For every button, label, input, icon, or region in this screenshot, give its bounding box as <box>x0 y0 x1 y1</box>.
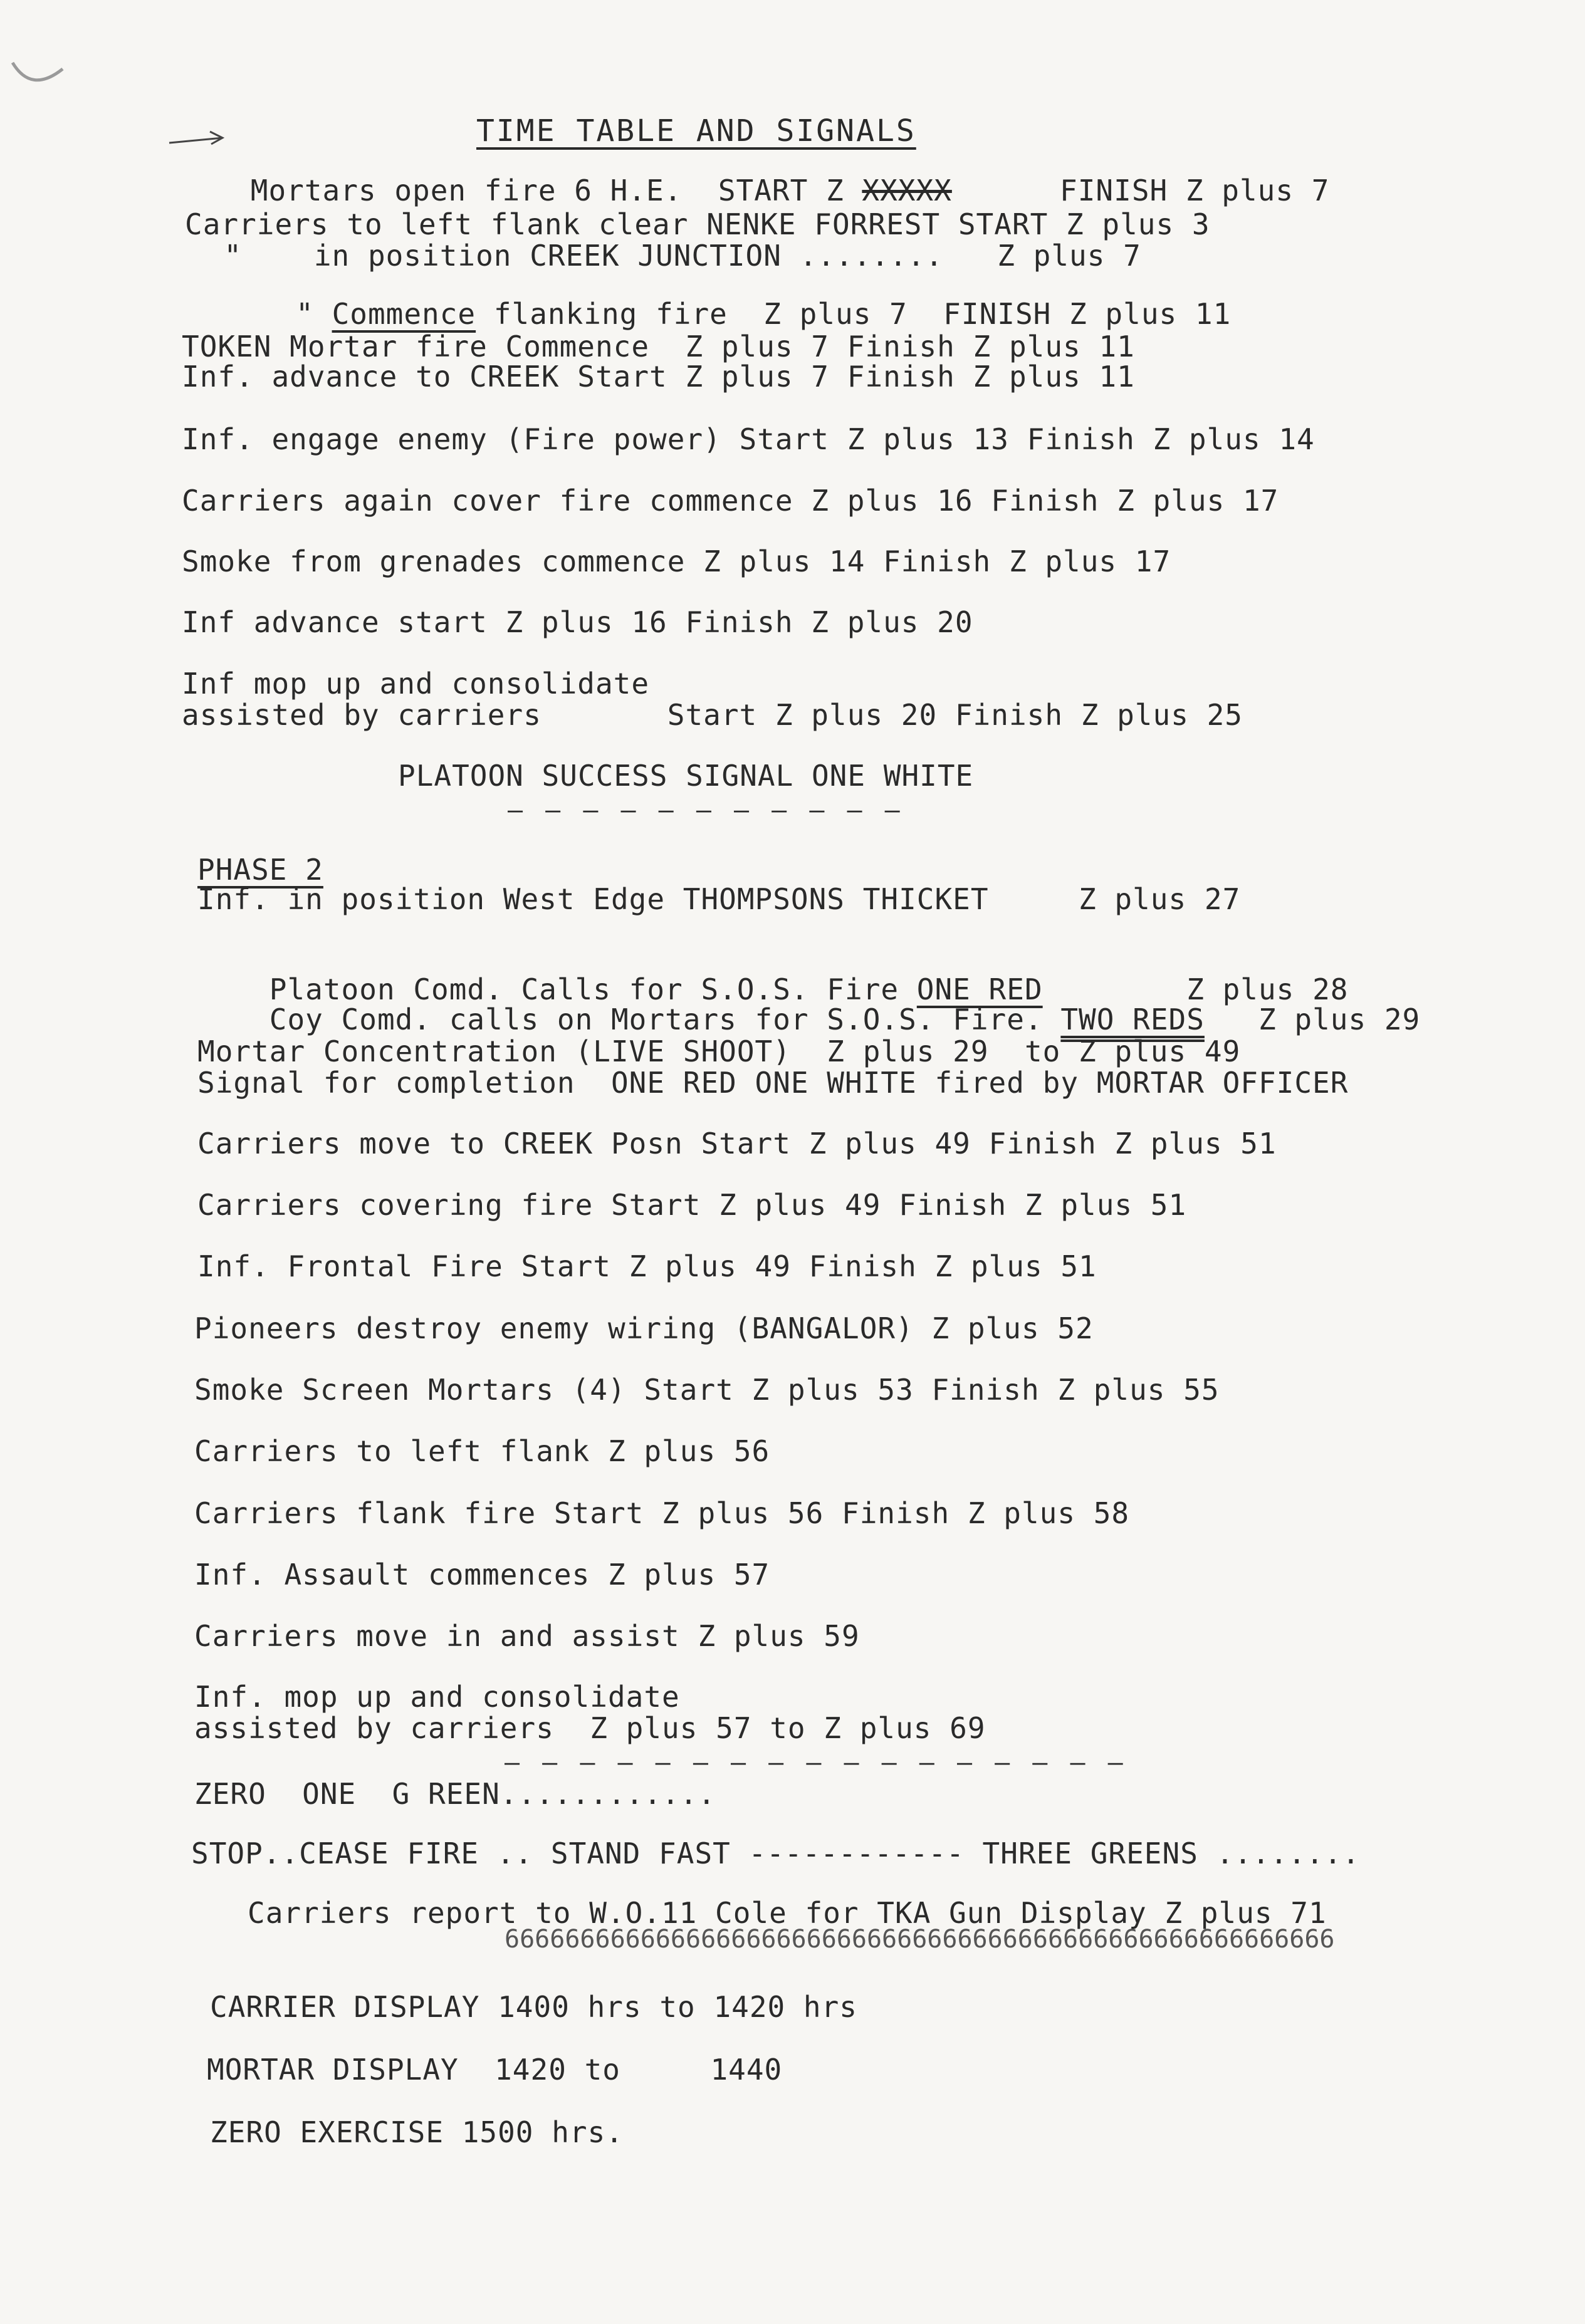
line-text: flanking fire Z plus 7 FINISH Z plus 11 <box>476 297 1232 331</box>
line-zero-one-green: ZERO ONE G REEN............ <box>194 1777 716 1811</box>
line-text: Z plus 28 <box>1042 972 1349 1006</box>
line-carriers-in-position: " in position CREEK JUNCTION ........ Z plus 7 <box>188 239 1141 273</box>
line-assisted-by-carriers: assisted by carriers Start Z plus 20 Finish Z plus 25 <box>182 698 1243 732</box>
divider-dashes: — — — — — — — — — — — <box>508 796 904 825</box>
line-pioneers-destroy: Pioneers destroy enemy wiring (BANGALOR) Z plus 52 <box>194 1311 1094 1345</box>
line-carrier-display: CARRIER DISPLAY 1400 hrs to 1420 hrs <box>210 1990 857 2024</box>
divider-dashes: — — — — — — — — — — — — — — — — — <box>505 1748 1127 1777</box>
line-text: Coy Comd. calls on Mortars for S.O.S. Fire. <box>269 1003 1061 1036</box>
underlined-text: TWO REDS <box>1060 1003 1205 1036</box>
line-mortar-display: MORTAR DISPLAY 1420 to 1440 <box>207 2053 783 2087</box>
line-inf-advance-creek: Inf. advance to CREEK Start Z plus 7 Finish Z plus 11 <box>182 360 1135 393</box>
line-carriers-left-flank: Carriers to left flank clear NENKE FORREST START Z plus 3 <box>185 207 1210 241</box>
line-sixes-strikeover: 6666666666666666666666666666666666666666666666666666666 <box>505 1925 1335 1954</box>
line-text: Z plus 29 <box>1204 1003 1421 1036</box>
punch-hole-mark <box>6 50 69 100</box>
line-inf-advance-start: Inf advance start Z plus 16 Finish Z plus 20 <box>182 605 973 639</box>
line-inf-mop-up: Inf mop up and consolidate <box>182 667 650 701</box>
line-stop-cease-fire: STOP..CEASE FIRE .. STAND FAST ------------ THREE GREENS ........ <box>191 1837 1361 1870</box>
struck-text: XXXXX <box>862 174 952 207</box>
line-text: FINISH Z plus 7 <box>951 174 1330 207</box>
line-carriers-cover-fire: Carriers again cover fire commence Z plus 16 Finish Z plus 17 <box>182 484 1279 518</box>
line-carriers-report: Carriers report to W.O.11 Cole for TKA Gun Display Z plus 71 <box>248 1896 1327 1930</box>
line-inf-mop-up-2: Inf. mop up and consolidate <box>194 1680 680 1714</box>
line-carriers-move-in: Carriers move in and assist Z plus 59 <box>194 1619 860 1653</box>
line-text: " <box>259 297 332 331</box>
line-text: Platoon Comd. Calls for S.O.S. Fire <box>269 972 917 1006</box>
line-smoke-screen: Smoke Screen Mortars (4) Start Z plus 53 Finish Z plus 55 <box>194 1373 1220 1407</box>
line-inf-in-position: Inf. in position West Edge THOMPSONS THICKET Z plus 27 <box>197 882 1241 916</box>
line-platoon-success-signal: PLATOON SUCCESS SIGNAL ONE WHITE <box>398 759 974 793</box>
page-title: TIME TABLE AND SIGNALS <box>476 113 916 149</box>
line-carriers-flank-fire: Carriers flank fire Start Z plus 56 Finish Z plus 58 <box>194 1496 1130 1530</box>
line-smoke-grenades: Smoke from grenades commence Z plus 14 Finish Z plus 17 <box>182 545 1171 578</box>
line-signal-completion: Signal for completion ONE RED ONE WHITE fired by MORTAR OFFICER <box>197 1066 1349 1100</box>
line-carriers-covering-fire: Carriers covering fire Start Z plus 49 Finish Z plus 51 <box>197 1188 1187 1222</box>
line-inf-assault: Inf. Assault commences Z plus 57 <box>194 1558 770 1592</box>
corner-arrow-mark <box>166 125 229 150</box>
underlined-text: ONE RED <box>916 972 1043 1006</box>
line-carriers-left-flank-2: Carriers to left flank Z plus 56 <box>194 1434 770 1468</box>
phase-2-heading: PHASE 2 <box>197 853 323 887</box>
line-token-mortar: TOKEN Mortar fire Commence Z plus 7 Finish Z plus 11 <box>182 330 1135 363</box>
line-inf-frontal-fire: Inf. Frontal Fire Start Z plus 49 Finish Z plus 51 <box>197 1249 1097 1283</box>
line-assisted-by-carriers-2: assisted by carriers Z plus 57 to Z plus 69 <box>194 1711 986 1745</box>
line-text: Mortars open fire 6 H.E. START Z <box>250 174 862 207</box>
line-inf-engage: Inf. engage enemy (Fire power) Start Z plus 13 Finish Z plus 14 <box>182 422 1315 456</box>
line-mortar-concentration: Mortar Concentration (LIVE SHOOT) Z plus 29 to Z plus 49 <box>197 1034 1241 1068</box>
line-zero-exercise: ZERO EXERCISE 1500 hrs. <box>210 2115 624 2149</box>
underlined-text: Commence <box>332 297 476 331</box>
line-carriers-move-creek: Carriers move to CREEK Posn Start Z plus 49 Finish Z plus 51 <box>197 1127 1277 1160</box>
